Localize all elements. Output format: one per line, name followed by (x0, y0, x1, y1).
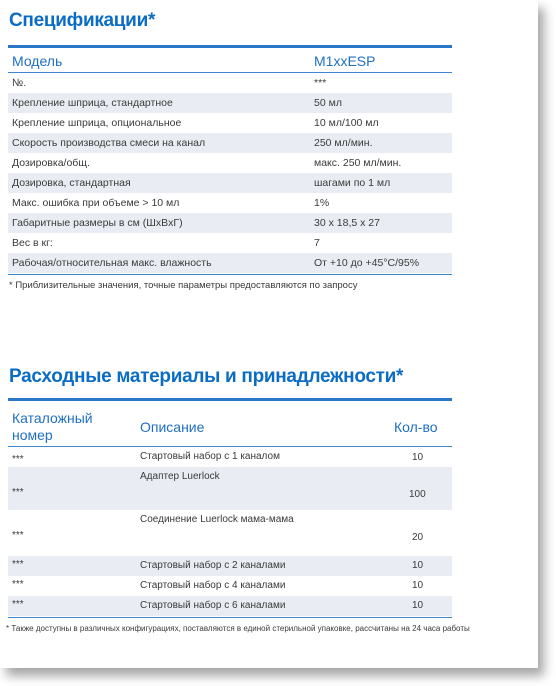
catalog-number: *** (12, 559, 24, 570)
header-description: Описание (140, 419, 205, 435)
spec-row (8, 133, 452, 153)
item-description: Стартовый набор с 4 каналами (140, 580, 286, 591)
catalog-number: *** (12, 579, 24, 590)
consumables-title: Расходные материалы и принадлежности* (9, 366, 404, 387)
item-description: Стартовый набор с 1 каналом (140, 451, 280, 462)
spec-row (8, 173, 452, 193)
catalog-number: *** (12, 454, 24, 465)
catalog-number: *** (12, 487, 24, 498)
consumables-bottom-rule (8, 617, 452, 618)
spec-label: Крепление шприца, опциональное (12, 117, 182, 129)
table-row (8, 556, 452, 576)
spec-label: Рабочая/относительная макс. влажность (12, 257, 212, 269)
header-catalog-line1: Каталожный (12, 410, 93, 426)
spec-value: шагами по 1 мл (314, 177, 391, 189)
spec-row (8, 113, 452, 133)
catalog-number: *** (12, 530, 24, 541)
specs-footnote: * Приблизительные значения, точные параметры предоставляются по запросу (9, 280, 358, 291)
spec-value: 30 x 18,5 x 27 (314, 217, 380, 229)
specs-title: Спецификации* (9, 10, 156, 31)
item-qty: 10 (412, 580, 424, 591)
spec-row (8, 193, 452, 213)
item-description: Стартовый набор с 6 каналами (140, 600, 286, 611)
specs-header-value: M1xxESP (314, 53, 376, 69)
spec-label: Габаритные размеры в см (ШxВxГ) (12, 217, 183, 229)
spec-value: От +10 до +45°С/95% (314, 257, 420, 269)
spec-label: Дозировка, стандартная (12, 177, 131, 189)
item-description: Стартовый набор с 2 каналами (140, 560, 286, 571)
item-description: Соединение Luerlock мама-мама (140, 514, 294, 525)
spec-row (8, 73, 452, 93)
spec-value: 7 (314, 237, 320, 249)
spec-row (8, 213, 452, 233)
spec-label: Макс. ошибка при объеме > 10 мл (12, 197, 180, 209)
spec-row (8, 253, 452, 273)
spec-value: макс. 250 мл/мин. (314, 157, 402, 169)
spec-value: 250 мл/мин. (314, 137, 373, 149)
specs-header-label: Модель (12, 53, 63, 69)
spec-label: Скорость производства смеси на канал (12, 137, 206, 149)
specs-header-row (8, 51, 452, 72)
spec-value: 10 мл/100 мл (314, 117, 379, 129)
item-qty: 10 (412, 560, 424, 571)
table-row (8, 510, 452, 556)
item-description: Адаптер Luerlock (140, 471, 220, 482)
consumables-footnote: * Также доступны в различных конфигурациях, поставляются в единой стерильной упаковке, рассчитаны на 24 часа работы (6, 624, 470, 633)
table-row (8, 596, 452, 616)
table-row (8, 467, 452, 510)
table-row (8, 576, 452, 596)
spec-label: №. (12, 77, 27, 89)
item-qty: 100 (409, 489, 426, 500)
spec-row (8, 153, 452, 173)
specs-top-rule (8, 45, 452, 48)
item-qty: 20 (412, 532, 424, 543)
item-qty: 10 (412, 452, 424, 463)
consumables-top-rule (8, 398, 452, 401)
table-row (8, 447, 452, 467)
header-catalog-line2: номер (12, 427, 53, 443)
spec-label: Вес в кг: (12, 237, 53, 249)
spec-value: *** (314, 77, 327, 89)
spec-label: Крепление шприца, стандартное (12, 97, 173, 109)
consumables-header-row (8, 404, 452, 446)
catalog-number: *** (12, 599, 24, 610)
spec-value: 1% (314, 197, 330, 209)
spec-row (8, 93, 452, 113)
spec-value: 50 мл (314, 97, 342, 109)
header-qty: Кол-во (394, 419, 438, 435)
spec-row (8, 233, 452, 253)
spec-label: Дозировка/общ. (12, 157, 90, 169)
specs-bottom-rule (8, 274, 452, 275)
item-qty: 10 (412, 600, 424, 611)
